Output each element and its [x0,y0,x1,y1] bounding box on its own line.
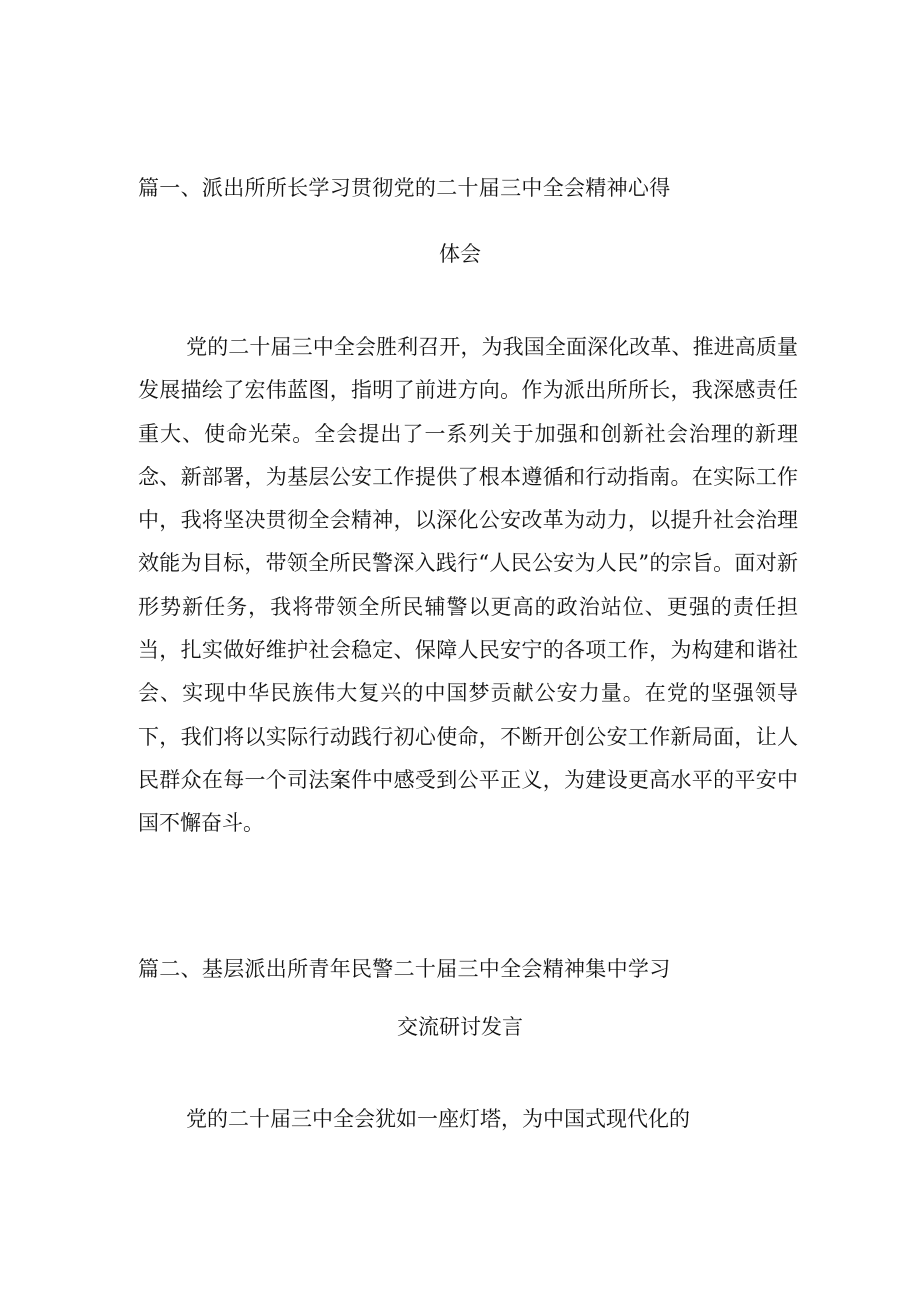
section-2-heading: 篇二、基层派出所青年民警二十届三中全会精神集中学习 [138,957,671,981]
section-1-paragraph [138,326,798,846]
section-1-heading-continuation: 体会 [439,242,481,266]
section-2-paragraph-text: 党的二十届三中全会犹如一座灯塔，为中国式现代化的 [186,1107,690,1131]
section-2-paragraph [138,1098,798,1141]
section-1-paragraph-text: 党的二十届三中全会胜利召开，为我国全面深化改革、推进高质量发展描绘了宏伟蓝图，指明了前进方向。作为派出所所长，我深感责任重大、使命光荣。全会提出了一系列关于加强和创新社会治理的新理念、新部署，为基层公安工作提供了根本遵循和行动指南。在实际工作中，我将坚决贯彻全会精神，以深化公安改革为动力，以提升社会治理效能为目标，带领全所民警深入践行“人民公安为人民”的宗旨。面对新形势新任务，我将带领全所民辅警以更高的政治站位、更强的责任担当，扎实做好维护社会稳定、保障人民安宁的各项工作，为构建和谐社会、实现中华民族伟大复兴的中国梦贡献公安力量。在党的坚强领导下，我们将以实际行动践行初心使命，不断开创公安工作新局面，让人民群众在每一个司法案件中感受到公平正义，为建设更高水平的平安中国不懈奋斗。 [138,335,798,836]
section-1-heading: 篇一、派出所所长学习贯彻党的二十届三中全会精神心得 [138,176,671,200]
section-2-heading-continuation: 交流研讨发言 [397,1015,523,1039]
